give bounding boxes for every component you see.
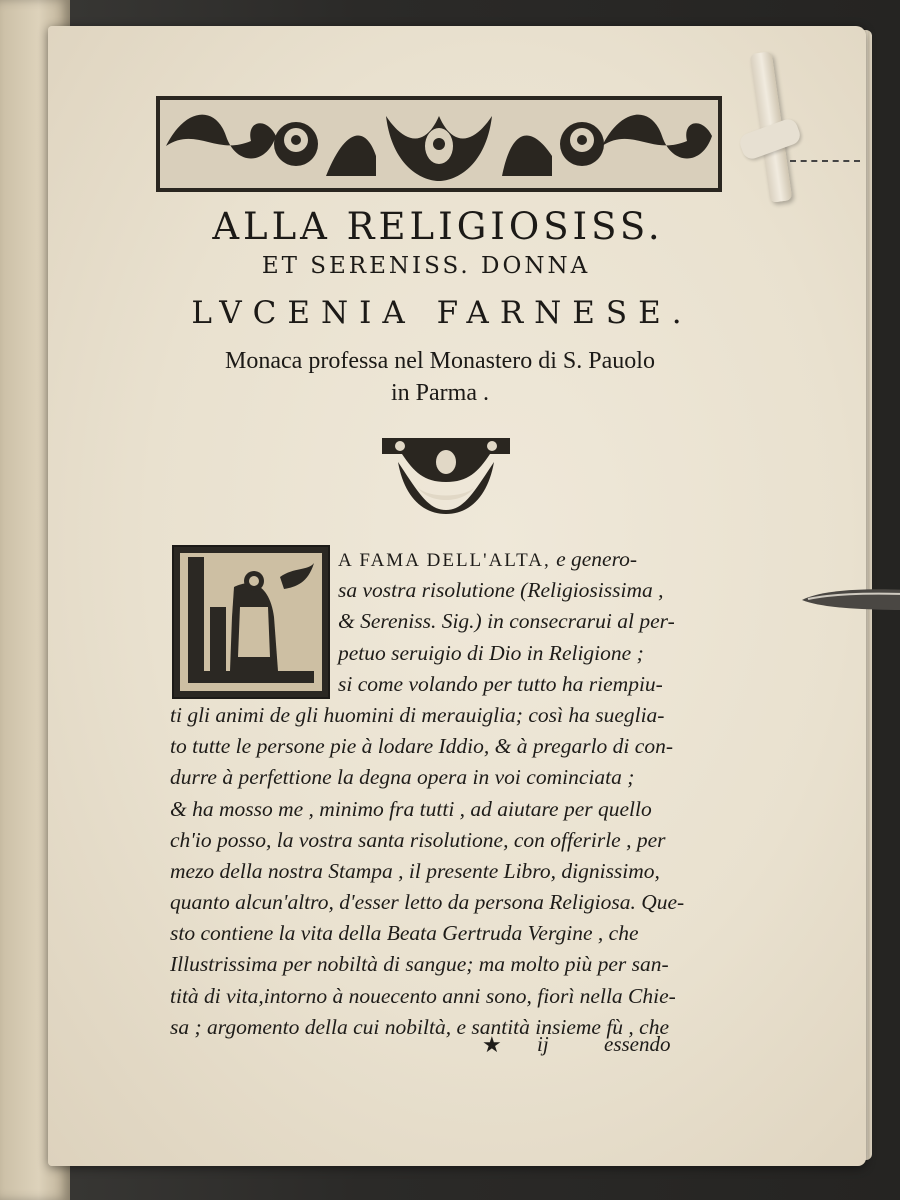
text-line-12: quanto alcun'altro, d'esser letto da persona Religiosa. Que- — [170, 890, 685, 915]
dashed-mark — [790, 160, 860, 162]
star-mark: ★ — [482, 1032, 502, 1057]
text-line-1: A FAMA DELL'ALTA, e genero- — [338, 547, 638, 571]
page-holder-tool — [802, 584, 900, 614]
text-line-3: & Sereniss. Sig.) in consecrarui al per- — [338, 609, 675, 634]
heading-line-1: ALLA RELIGIOSISS. — [212, 205, 664, 248]
text-line-2: sa vostra risolutione (Religiosissima , — [338, 578, 664, 603]
heading-line-2: ET SERENISS. DONNA — [261, 253, 591, 279]
text-line-4: petuo seruigio di Dio in Religione ; — [338, 640, 644, 665]
opening-small-caps: A FAMA DELL'ALTA, — [338, 550, 551, 571]
text-line-5: si come volando per tutto ha riempiu- — [338, 671, 663, 696]
catchword: essendo — [604, 1032, 671, 1056]
subheading-line-2: in Parma . — [391, 380, 489, 406]
text-line-9: & ha mosso me , minimo fra tutti , ad aiutare per quello — [170, 796, 652, 821]
text-line-8: durre à perfettione la degna opera in voi cominciata ; — [170, 765, 635, 790]
text-line-10: ch'io posso, la vostra santa risolutione, con offerirle , per — [170, 827, 666, 852]
heading-line-3: LVCENIA FARNESE. — [191, 295, 693, 331]
subheading-line-1: Monaca professa nel Monastero di S. Pauolo — [225, 348, 655, 374]
fleuron-ornament — [378, 432, 514, 514]
text-line-11: mezo della nostra Stampa , il presente Libro, dignissimo, — [170, 858, 660, 883]
signature-mark: ij — [537, 1032, 549, 1056]
dedication-text — [170, 544, 710, 1043]
text-line-13: sto contiene la vita della Beata Gertruda Vergine , che — [170, 921, 639, 946]
woodcut-headpiece — [156, 96, 722, 192]
text-line-15: tità di vita,intorno à nouecento anni sono, fiorì nella Chie- — [170, 983, 676, 1008]
text-line-7: to tutte le persone pie à lodare Iddio, & à pregarlo di con- — [170, 734, 673, 759]
text-line-6: ti gli animi de gli huomini di merauiglia; così ha sueglia- — [170, 702, 665, 727]
text-line-14: Illustrissima per nobiltà di sangue; ma molto più per san- — [170, 952, 669, 977]
text-line-16: sa ; argomento della cui nobiltà, e santità insieme fù , che — [170, 1014, 670, 1039]
